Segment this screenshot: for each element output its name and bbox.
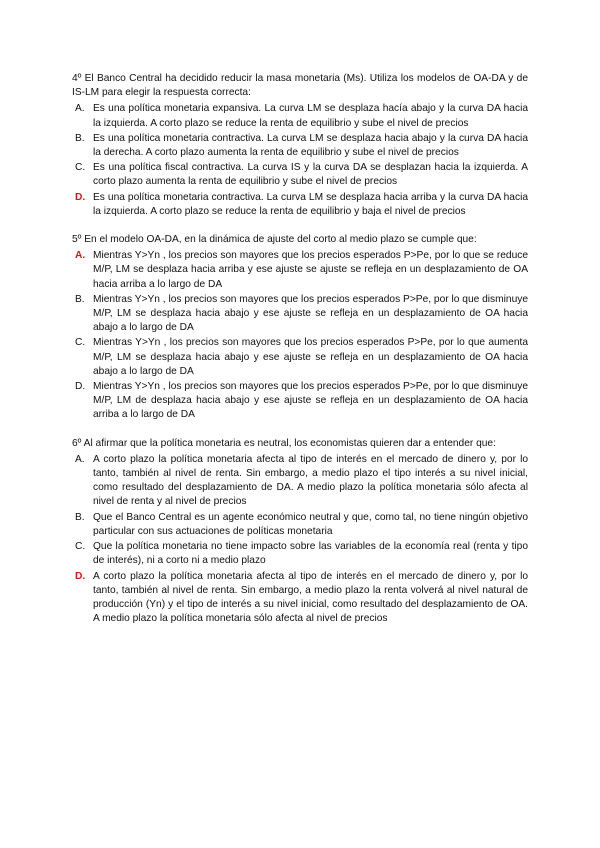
option-text: Es una política monetaria contractiva. La curva LM se desplaza hacia arriba y la curva DA hacia la izquierda. A corto plazo se reduce la renta de equilibrio y baja el nivel de precios [93, 191, 528, 217]
option-text: Mientras Y>Yn , los precios son mayores que los precios esperados P>Pe, por lo que disminuye M/P, LM de desplaza hacia abajo y ese ajuste se refleja en un desplazamiento de OA hacia arriba a lo largo de DA [93, 381, 528, 421]
option-letter: C. [75, 541, 86, 553]
option-d [72, 380, 528, 423]
option-text: Mientras Y>Yn , los precios son mayores que los precios esperados P>Pe, por lo que disminuye M/P, LM se desplaza hacia abajo y ese ajuste se refleja en un desplazamiento de OA hacia abajo a lo largo de DA [93, 293, 528, 334]
option-letter: C. [75, 162, 86, 174]
option-d [72, 570, 528, 627]
question-stem: 4º El Banco Central ha decidido reducir la masa monetaria (Ms). Utiliza los modelos de OA-DA y de IS-LM para elegir la respuesta correcta: [72, 73, 528, 99]
question-6 [72, 437, 528, 627]
option-letter: D. [75, 191, 86, 203]
option-list [72, 453, 528, 626]
option-list [72, 102, 528, 219]
option-b [72, 132, 528, 160]
option-c [72, 336, 528, 379]
question-4 [72, 72, 528, 219]
option-text: Mientras Y>Yn , los precios son mayores que los precios esperados P>Pe, por lo que aumenta M/P, LM se desplaza hacia abajo y ese ajuste se refleja en un desplazamiento de OA hacia abajo a lo largo de DA [93, 337, 528, 377]
option-letter: C. [75, 337, 86, 349]
option-letter: A. [75, 453, 85, 465]
option-d [72, 191, 528, 219]
option-letter: B. [75, 293, 85, 305]
option-text: A corto plazo la política monetaria afecta al tipo de interés en el mercado de dinero y, por lo tanto, también al nivel de renta. Sin embargo, a medio plazo la renta volverá al nivel natural de producción (Yn) y el tipo de interés a su nivel inicial, como resultado del desplazamiento de OA. A medio plazo la política monetaria sólo afecta al nivel de precios [93, 570, 528, 625]
option-a [72, 453, 528, 510]
option-a [72, 249, 528, 292]
option-letter: D. [75, 381, 86, 393]
option-b [72, 293, 528, 336]
question-stem: 5º En el modelo OA-DA, en la dinámica de ajuste del corto al medio plazo se cumple que: [72, 234, 477, 246]
option-letter: B. [75, 511, 85, 523]
option-letter: A. [75, 250, 86, 262]
question-stem: 6º Al afirmar que la política monetaria es neutral, los economistas quieren dar a entender que: [72, 437, 496, 449]
option-text: Es una política fiscal contractiva. La curva IS y la curva DA se desplazan hacia la izquierda. A corto plazo aumenta la renta de equilibrio y sube el nivel de precios [93, 162, 528, 188]
option-text: Es una política monetaria expansiva. La curva LM se desplaza hacía abajo y la curva DA hacia la izquierda. A corto plazo se reduce la renta de equilibrio y sube el nivel de precios [93, 103, 528, 129]
option-a [72, 102, 528, 130]
question-5 [72, 233, 528, 423]
option-text: Que la política monetaria no tiene impacto sobre las variables de la economía real (renta y tipo de interés), ni a corto ni a medio plazo [93, 541, 528, 567]
option-text: Mientras Y>Yn , los precios son mayores que los precios esperados P>Pe, por lo que se reduce M/P, LM se desplaza hacia arriba y ese ajuste se ajuste se refleja en un desplazamiento de OA hacia arriba a lo largo de DA [93, 250, 528, 290]
option-text: Es una política monetaria contractiva. La curva LM se desplaza hacia abajo y la curva DA hacia la derecha. A corto plazo aumenta la renta de equilibrio y sube el nivel de precios [93, 132, 528, 159]
option-c [72, 540, 528, 568]
option-letter: B. [75, 132, 85, 144]
option-list [72, 249, 528, 422]
option-b [72, 511, 528, 539]
option-text: Que el Banco Central es un agente económico neutral y que, como tal, no tiene ningún objetivo particular con sus actuaciones de políticas monetaria [93, 511, 528, 537]
option-text: A corto plazo la política monetaria afecta al tipo de interés en el mercado de dinero y, por lo tanto, también al nivel de renta. Sin embargo, a medio plazo el tipo interés a su nivel inicial, como resultado del desplazamiento de DA. A medio plazo la política monetaria sólo afecta al nivel de renta y al nivel de precios [93, 453, 528, 508]
question-list [72, 72, 528, 640]
option-c [72, 161, 528, 189]
option-letter: D. [75, 570, 86, 582]
option-letter: A. [75, 103, 85, 115]
